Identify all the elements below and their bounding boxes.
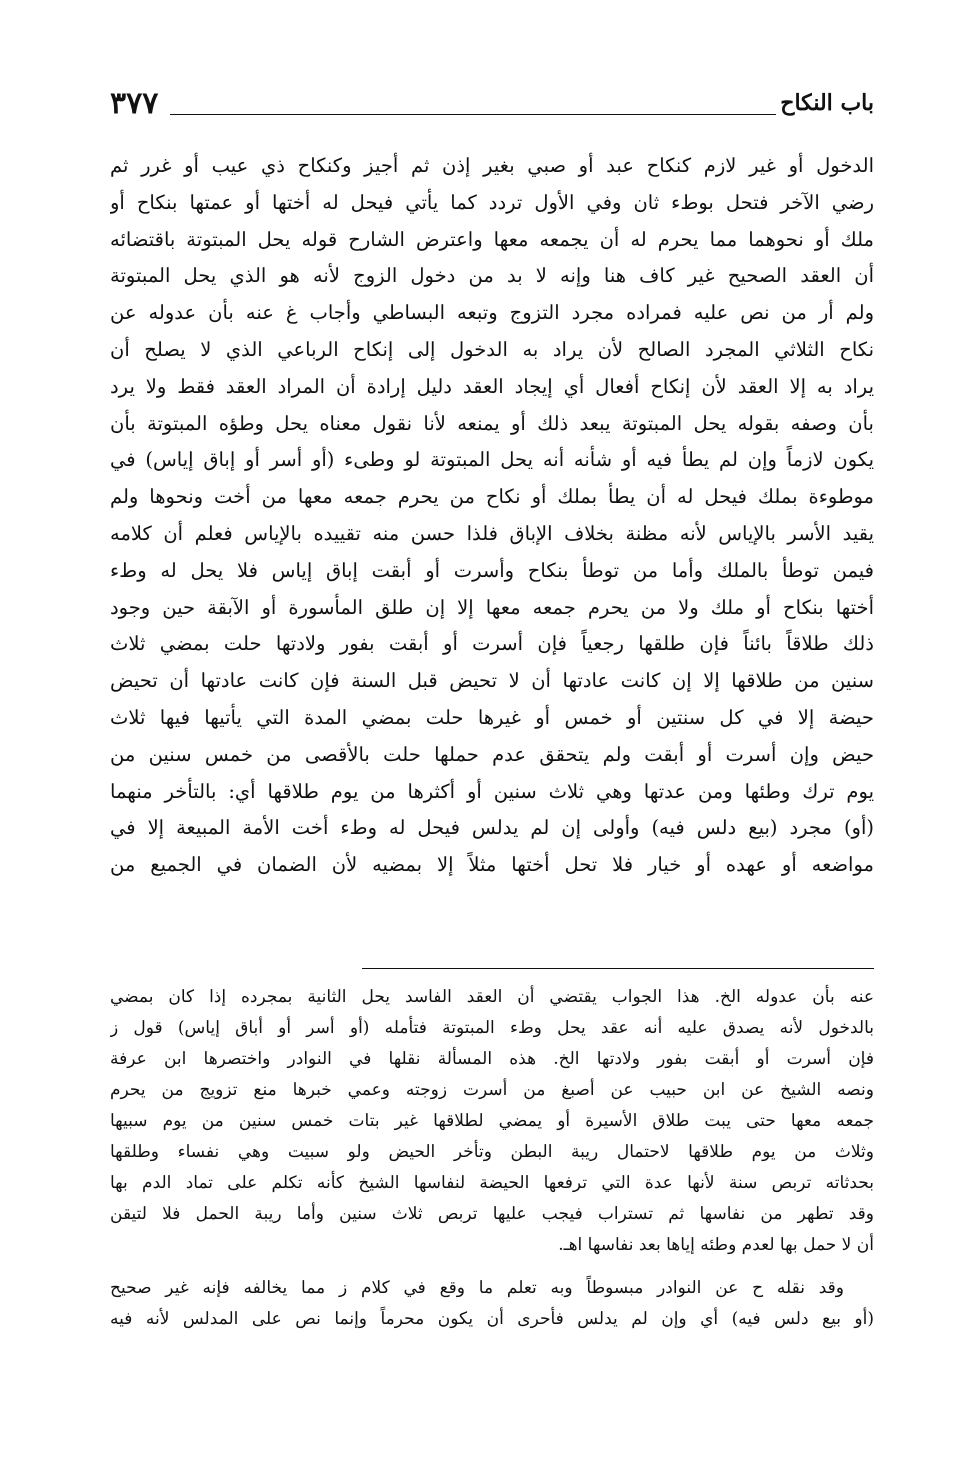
text-line: نكاح الثلاثي المجرد الصالح لأن يراد به الدخول إلى إنكاح الرباعي الذي لا يصلح أن (110, 337, 874, 361)
footnote-divider (362, 968, 874, 969)
footnote-line: عنه بأن عدوله الخ. هذا الجواب يقتضي أن العقد الفاسد يحل الثانية بمجرده إذا كان بمضي (110, 987, 874, 1007)
text-line: أن العقد الصحيح غير كاف هنا وإنه لا بد من دخول الزوج لأنه هو الذي يحل المبتوتة (110, 264, 874, 288)
text-line: موطوءة بملك فيحل له أن يطأ بملك أو نكاح من يحرم جمعه معها من أخت ونحوها ولم (110, 485, 874, 509)
chapter-title: باب النكاح (780, 90, 874, 116)
footnote-line: وثلاث من يوم طلاقها لاحتمال ريبة البطن وتأخر الحيض ولو سبيت وهي نفساء وطلقها (110, 1142, 874, 1162)
footnote-line: وقد نقله ح عن النوادر مبسوطاً وبه تعلم ما وقع في كلام ز مما يخالفه فإنه غير صحيح (110, 1278, 844, 1298)
text-line: يراد به إلا العقد لأن إنكاح أفعال أي إيجاد العقد دليل إرادة أن المراد العقد فقط ولا يرد (110, 374, 874, 398)
text-line: يقيد الأسر بالإياس لأنه مظنة بخلاف الإباق فلذا حسن منه تقييده بالإياس فعلم أن كلامه (110, 521, 874, 545)
text-line: حيض وإن أسرت أو أبقت ولم يتحقق عدم حملها حلت بالأقصى من خمس سنين من (110, 742, 874, 766)
text-line: بأن وصفه بقوله يحل المبتوتة يبعد ذلك أو يمنعه لأنا نقول معناه يحل وطؤه المبتوتة بأن (110, 411, 874, 435)
footnote-line: فإن أسرت أو أبقت بفور ولادتها الخ. هذه المسألة نقلها في النوادر واختصرها ابن عرفة (110, 1049, 874, 1069)
footnote-line: بحدثاته تربص سنة لأنها عدة التي ترفعها الحيضة لنفاسها الشيخ كأنه تكلم على تماد الدم بها (110, 1173, 874, 1193)
text-line: ذلك طلاقاً بائناً فإن طلقها رجعياً فإن أسرت أو أبقت بفور ولادتها حلت بمضي ثلاث (110, 632, 874, 656)
footnote-line: وقد تطهر من نفاسها ثم تستراب فيجب عليها تربص ثلاث سنين وأما ريبة الحمل فلا لتيقن (110, 1204, 874, 1224)
footnote-line: ونصه الشيخ عن ابن حبيب عن أصبغ من أسرت زوجته وعمي خبرها منع تزويج من يحرم (110, 1080, 874, 1100)
text-line: يكون لازماً وإن لم يطأ فيه أو شأنه أنه يحل المبتوتة لو وطىء (أو أسر أو إباق إياس) في (110, 448, 874, 472)
page-number: ٣٧٧ (110, 86, 159, 121)
text-line: (أو) مجرد (بيع دلس فيه) وأولى إن لم يدلس فيحل له وطء أخت الأمة المبيعة إلا في (110, 816, 874, 840)
text-line: سنين من طلاقها إلا إن كانت عادتها أن لا تحيض قبل السنة فإن كانت عادتها أن تحيض (110, 669, 874, 693)
text-line: حيضة إلا في كل سنتين أو خمس أو غيرها حلت بمضي المدة التي يأتيها فيها ثلاث (110, 705, 874, 729)
text-line: ولم أر من نص عليه فمراده مجرد التزوج وتبعه البساطي وأجاب غ عنه بأن عدوله عن (110, 301, 874, 325)
paragraph-gap (110, 1261, 874, 1273)
footnote-line: (أو بيع دلس فيه) أي وإن لم يدلس فأحرى أن يكون محرماً وإنما نص على المدلس لأنه فيه (110, 1309, 874, 1329)
text-line: ملك أو نحوهما مما يحرم له أن يجمعه معها واعترض الشارح قوله يحل المبتوتة باقتضائه (110, 227, 874, 251)
footnote-line: بالدخول لأنه يصدق عليه أنه عقد يحل وطء المبتوتة فتأمله (أو أسر أو أباق إياس) قول ز (110, 1018, 874, 1038)
text-line: فيمن توطأ بالملك وأما من توطأ بنكاح وأسرت أو أبقت إباق إياس فلا يحل له وطء (110, 558, 874, 582)
main-text (110, 148, 874, 884)
footnotes (110, 982, 874, 1335)
text-line: الدخول أو غير لازم كنكاح عبد أو صبي بغير إذن ثم أجيز وكنكاح ذي عيب أو غرر ثم (110, 154, 874, 177)
page-header (110, 88, 874, 128)
text-line: رضي الآخر فتحل بوطء ثان وفي الأول تردد كما يأتي فيحل له أختها أو عمتها بنكاح أو (110, 190, 874, 214)
header-rule (170, 114, 776, 115)
text-line: أختها بنكاح أو ملك ولا من يحرم جمعه معها إلا إن طلق المأسورة أو الآبقة حين وجود (110, 595, 874, 619)
footnote-line: جمعه معها حتى يبت طلاق الأسيرة أو يمضي لطلاقها غير بتات خمس سنين من يوم سبيها (110, 1111, 874, 1131)
footnote-line: أن لا حمل بها لعدم وطئه إياها بعد نفاسها اهـ. (558, 1235, 874, 1255)
text-line: مواضعه أو عهده أو خيار فلا تحل أختها مثلاً إلا بمضيه لأن الضمان في الجميع من (110, 853, 874, 877)
text-line: يوم ترك وطئها ومن عدتها وهي ثلاث سنين أو أكثرها من يوم طلاقها أي: بالتأخر منهما (110, 779, 874, 803)
